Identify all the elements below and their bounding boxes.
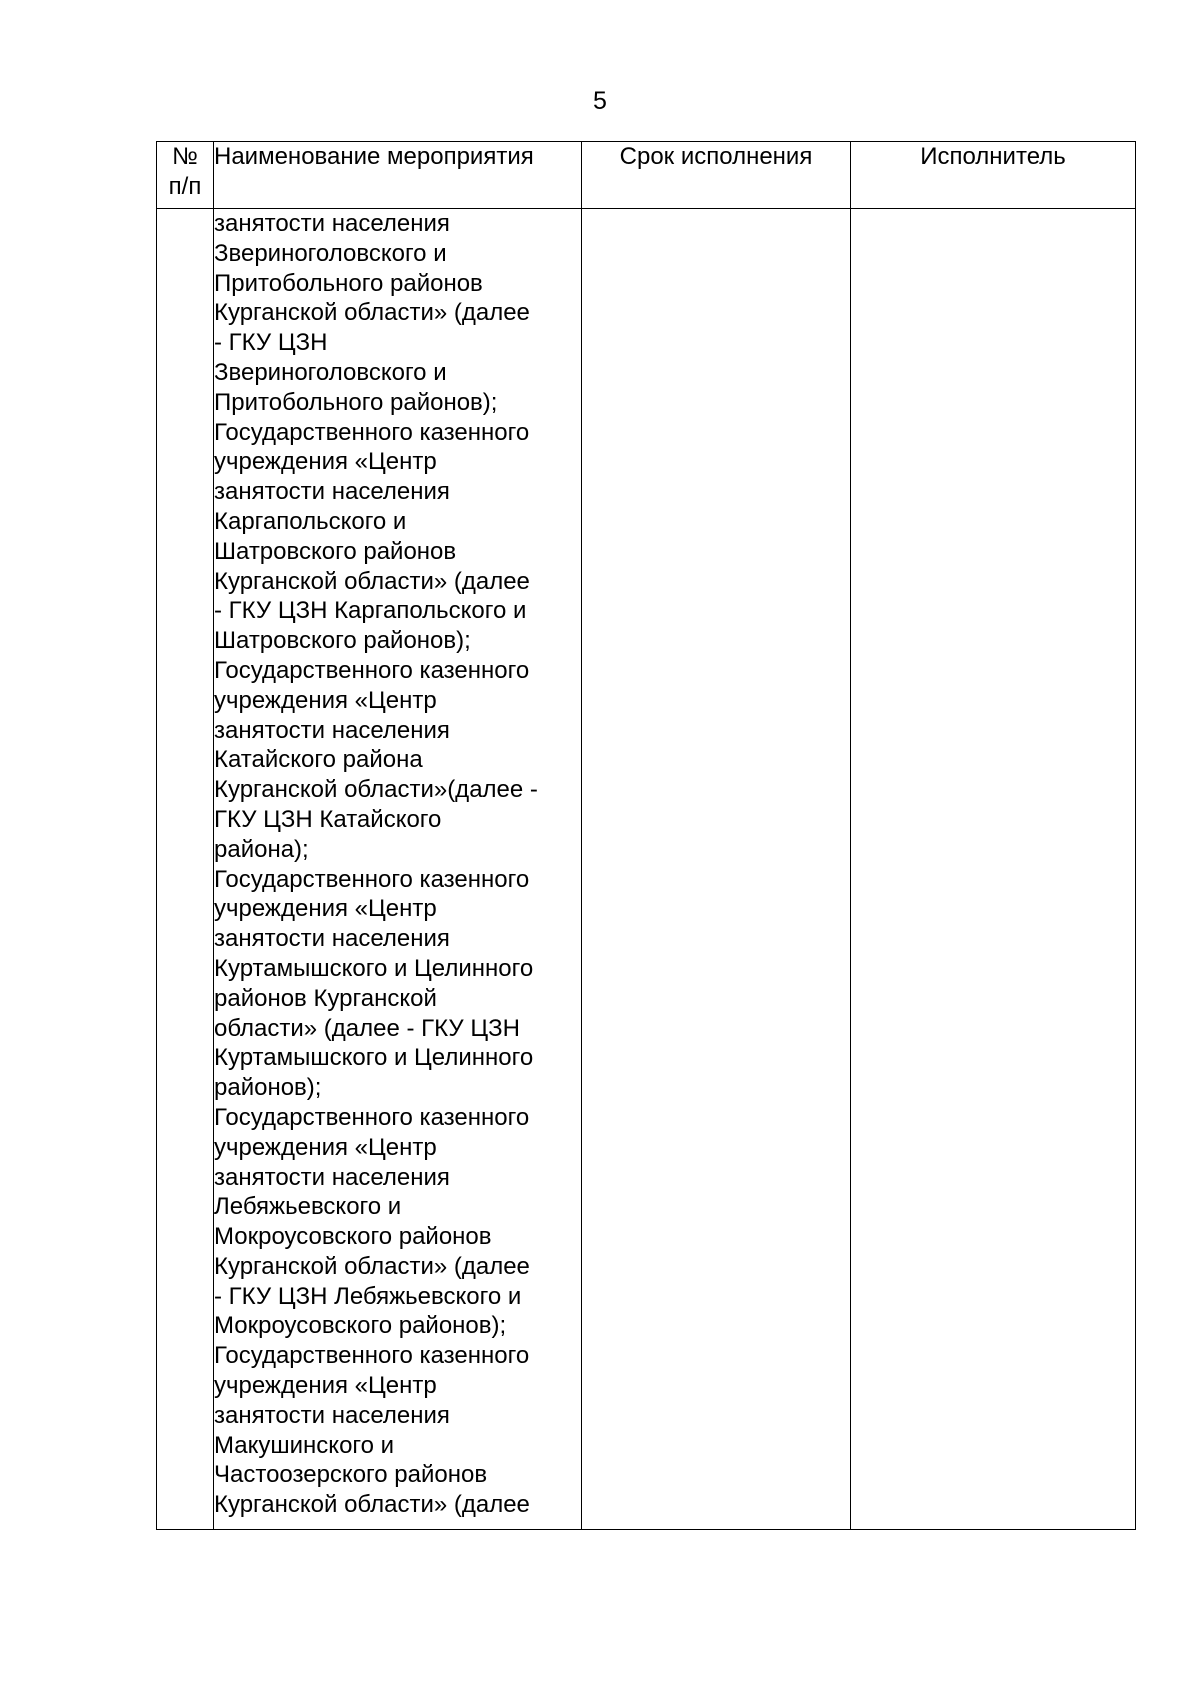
event-name-line: Государственного казенного — [214, 418, 530, 446]
header-number — [157, 142, 214, 209]
event-name-line: - ГКУ ЦЗН Каргапольского и — [214, 597, 527, 625]
event-name-line: Звериноголовского и — [214, 358, 447, 386]
header-term: Срок исполнения — [582, 142, 851, 209]
cell-number — [157, 209, 214, 1530]
event-name-line: районов Курганской — [214, 984, 437, 1012]
event-name-line: Шатровского районов — [214, 537, 457, 565]
event-name-line: Лебяжьевского и — [214, 1193, 402, 1221]
event-name-line: Катайского района — [214, 746, 423, 774]
cell-executor — [851, 209, 1136, 1530]
event-name-line: Шатровского районов); — [214, 627, 471, 655]
event-name-line: Куртамышского и Целинного — [214, 1044, 534, 1072]
cell-term — [582, 209, 851, 1530]
event-name-line: Притобольного районов); — [214, 388, 498, 416]
event-name-line: Государственного казенного — [214, 1342, 530, 1370]
event-name-line: Звериноголовского и — [214, 239, 447, 267]
event-name-line: Куртамышского и Целинного — [214, 954, 534, 982]
event-name-line: районов); — [214, 1074, 322, 1102]
event-name-line: ГКУ ЦЗН Катайского — [214, 805, 442, 833]
header-number-abbr: п/п — [168, 172, 202, 200]
event-name-line: - ГКУ ЦЗН Лебяжьевского и — [214, 1282, 522, 1310]
event-name-line: района); — [214, 835, 309, 863]
event-name-line: занятости населения — [214, 716, 450, 744]
event-name-line: области» (далее - ГКУ ЦЗН — [214, 1014, 520, 1042]
event-name-line: занятости населения — [214, 1163, 450, 1191]
table-header-row — [157, 142, 1136, 209]
events-table — [156, 141, 1136, 1530]
event-name-line: Каргапольского и — [214, 507, 407, 535]
event-name-line: занятости населения — [214, 478, 450, 506]
event-name-line: Курганской области» (далее — [214, 1491, 530, 1519]
event-name-line: занятости населения — [214, 210, 450, 237]
header-number-sign: № — [172, 143, 198, 170]
header-executor: Исполнитель — [851, 142, 1136, 209]
event-name-line: Мокроусовского районов — [214, 1223, 492, 1251]
event-name-line: учреждения «Центр — [214, 1133, 437, 1161]
event-name-line: учреждения «Центр — [214, 448, 437, 476]
event-name-line: Макушинского и — [214, 1431, 395, 1459]
event-name-line: Курганской области»(далее - — [214, 776, 538, 804]
event-name-line: Курганской области» (далее — [214, 299, 530, 327]
cell-event-name — [214, 209, 582, 1530]
event-name-line: учреждения «Центр — [214, 686, 437, 714]
event-name-line: Курганской области» (далее — [214, 567, 530, 595]
event-name-line: Государственного казенного — [214, 1103, 530, 1131]
event-name-line: Мокроусовского районов); — [214, 1312, 507, 1340]
event-name-line: Государственного казенного — [214, 656, 530, 684]
event-name-line: занятости населения — [214, 1401, 450, 1429]
event-name-line: занятости населения — [214, 925, 450, 953]
event-name-line: учреждения «Центр — [214, 1372, 437, 1400]
page-number: 5 — [593, 87, 607, 115]
event-name-line: - ГКУ ЦЗН — [214, 329, 328, 357]
event-name-line: Курганской области» (далее — [214, 1252, 530, 1280]
event-name-line: Частоозерского районов — [214, 1461, 488, 1489]
header-event-name: Наименование мероприятия — [214, 142, 582, 209]
event-name-line: Государственного казенного — [214, 865, 530, 893]
event-name-line: учреждения «Центр — [214, 895, 437, 923]
table-row — [157, 209, 1136, 1530]
event-name-line: Притобольного районов — [214, 269, 483, 297]
